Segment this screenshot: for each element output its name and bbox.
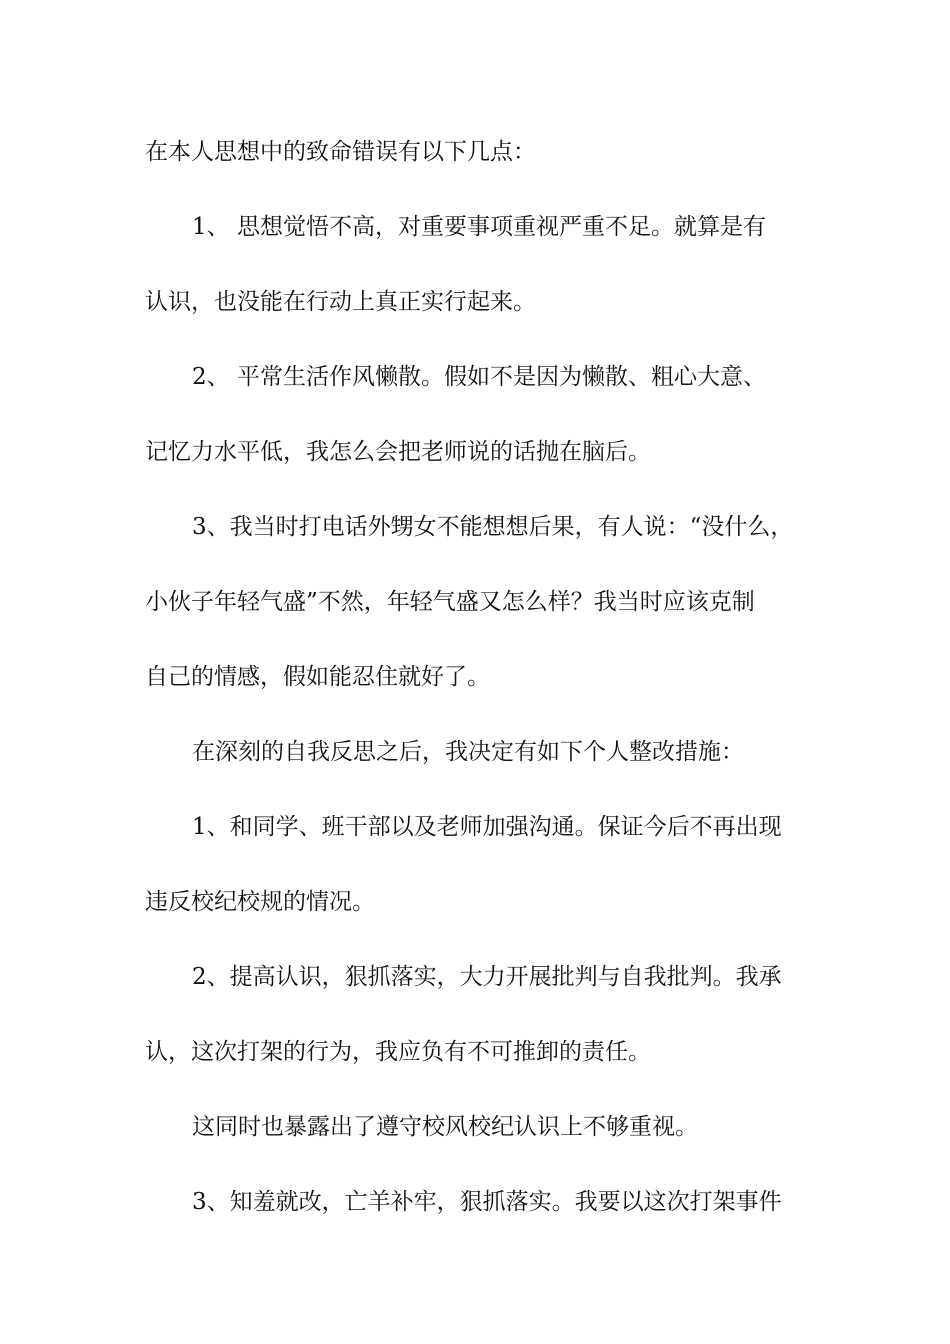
text-line-measures-intro: 在深刻的自我反思之后，我决定有如下个人整改措施： <box>192 739 744 765</box>
text-line-intro: 在本人思想中的致命错误有以下几点： <box>145 139 536 165</box>
text-line-measure-1-cont: 违反校纪校规的情况。 <box>145 889 375 915</box>
text-line-error-2-cont: 记忆力水平低，我怎么会把老师说的话抛在脑后。 <box>145 439 651 465</box>
text-line-measure-2-note: 这同时也暴露出了遵守校风校纪认识上不够重视。 <box>192 1114 698 1140</box>
text-line-measure-2: 2、提高认识，狠抓落实，大力开展批判与自我批判。我承 <box>192 964 782 990</box>
text-line-error-3-cont: 小伙子年轻气盛”不然，年轻气盛又怎么样？我当时应该克制 <box>145 589 755 615</box>
text-line-error-1-cont: 认识，也没能在行动上真正实行起来。 <box>145 289 536 315</box>
text-line-error-3: 3、我当时打电话外甥女不能想想后果，有人说：“没什么， <box>192 514 794 540</box>
text-line-error-3-end: 自己的情感，假如能忍住就好了。 <box>145 664 490 690</box>
text-line-error-1: 1、 思想觉悟不高，对重要事项重视严重不足。就算是有 <box>192 214 766 240</box>
text-line-measure-2-cont: 认，这次打架的行为，我应负有不可推卸的责任。 <box>145 1039 651 1065</box>
text-line-measure-3: 3、知羞就改，亡羊补牢，狠抓落实。我要以这次打架事件 <box>192 1189 782 1215</box>
text-line-measure-1: 1、和同学、班干部以及老师加强沟通。保证今后不再出现 <box>192 814 782 840</box>
text-line-error-2: 2、 平常生活作风懒散。假如不是因为懒散、粗心大意、 <box>192 364 766 390</box>
